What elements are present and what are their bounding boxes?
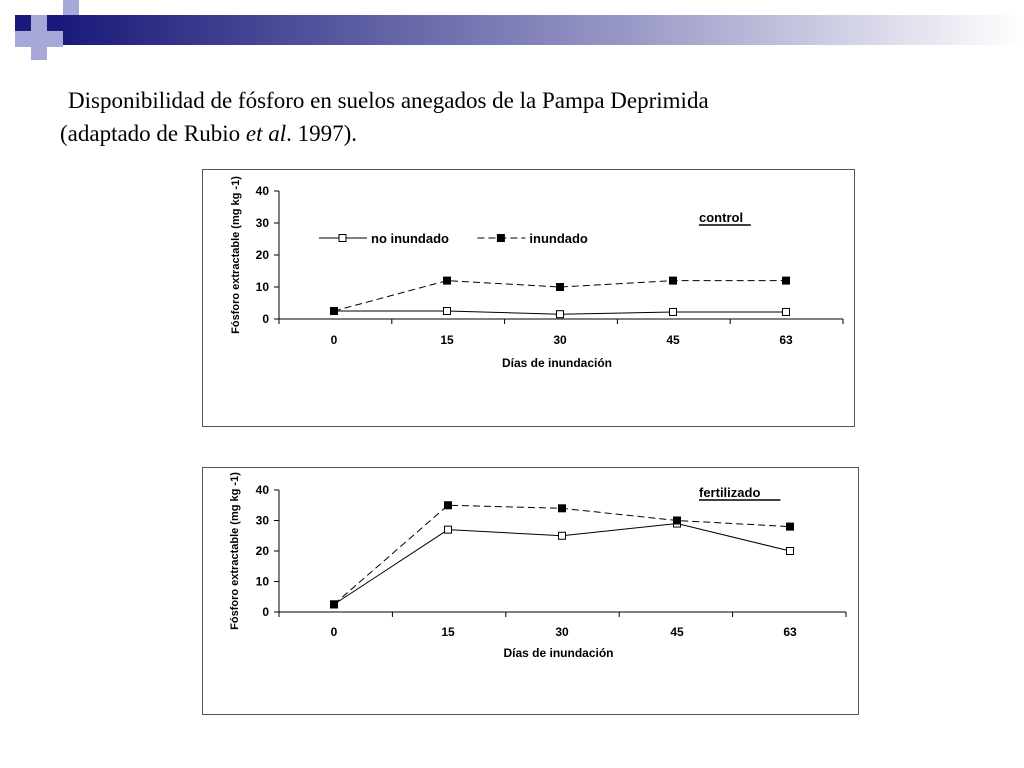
slide-decoration	[0, 0, 1024, 60]
title-citation-prefix: (adaptado de Rubio	[60, 121, 246, 146]
title-citation-italic: et al	[245, 121, 287, 146]
title-line-1: Disponibilidad de fósforo en suelos anegados de la Pampa Deprimida	[68, 88, 709, 113]
x-tick-label: 15	[440, 333, 454, 347]
data-point	[674, 517, 681, 524]
x-tick-label: 45	[666, 333, 680, 347]
data-point	[787, 548, 794, 555]
x-tick-label: 0	[330, 333, 338, 347]
x-tick-label: 0	[330, 625, 338, 639]
chart-control-panel	[202, 169, 855, 427]
y-tick-label: 10	[255, 280, 269, 294]
x-tick-label: 30	[555, 625, 569, 639]
series-line	[334, 505, 790, 604]
x-axis-label: Días de inundación	[501, 356, 613, 370]
y-tick-label: 40	[255, 483, 269, 497]
y-tick-label: 40	[255, 184, 269, 198]
y-tick-label: 30	[255, 216, 269, 230]
x-tick-label: 45	[670, 625, 684, 639]
data-point	[670, 277, 677, 284]
y-tick-label: 20	[255, 544, 269, 558]
data-point	[783, 277, 790, 284]
panel-label: control	[699, 210, 744, 225]
decoration-square	[15, 15, 31, 31]
data-point	[444, 277, 451, 284]
y-tick-label: 30	[255, 513, 269, 528]
title-citation-suffix: . 1997).	[286, 121, 358, 146]
legend-label: inundado	[529, 231, 588, 246]
decoration-square	[47, 31, 63, 47]
decoration-square	[47, 15, 63, 31]
y-axis-label: Fósforo extractable (mg kg -1)	[230, 176, 242, 334]
decoration-square	[31, 47, 47, 60]
x-tick-label: 30	[553, 333, 567, 347]
y-tick-label: 0	[262, 605, 269, 619]
y-axis-label: Fósforo extractable (mg kg -1)	[229, 472, 241, 630]
chart-fertilizado	[203, 468, 858, 714]
title-line-2	[60, 117, 960, 150]
data-point	[445, 502, 452, 509]
slide-title	[60, 84, 960, 150]
data-point	[444, 308, 451, 315]
data-point	[445, 526, 452, 533]
panel-label: fertilizado	[699, 485, 761, 500]
decoration-square	[31, 31, 47, 47]
data-point	[557, 311, 564, 318]
data-point	[783, 308, 790, 315]
x-tick-label: 63	[779, 333, 793, 347]
legend-marker	[497, 235, 504, 242]
decoration-square	[63, 0, 79, 15]
y-tick-label: 10	[255, 574, 269, 589]
legend-marker	[339, 235, 346, 242]
data-point	[670, 308, 677, 315]
data-point	[787, 523, 794, 530]
x-tick-label: 15	[441, 625, 455, 639]
data-point	[331, 601, 338, 608]
y-tick-label: 20	[255, 248, 269, 262]
data-point	[557, 284, 564, 291]
decoration-square	[15, 31, 31, 47]
decoration-band	[62, 15, 1024, 45]
legend-label: no inundado	[371, 231, 449, 246]
data-point	[559, 532, 566, 539]
decoration-square	[31, 15, 47, 31]
x-tick-label: 63	[783, 625, 797, 639]
y-tick-label: 0	[262, 312, 269, 326]
data-point	[559, 505, 566, 512]
x-axis-label: Días de inundación	[503, 646, 614, 660]
data-point	[331, 308, 338, 315]
chart-control	[203, 170, 854, 426]
chart-fertilizado-panel	[202, 467, 859, 715]
